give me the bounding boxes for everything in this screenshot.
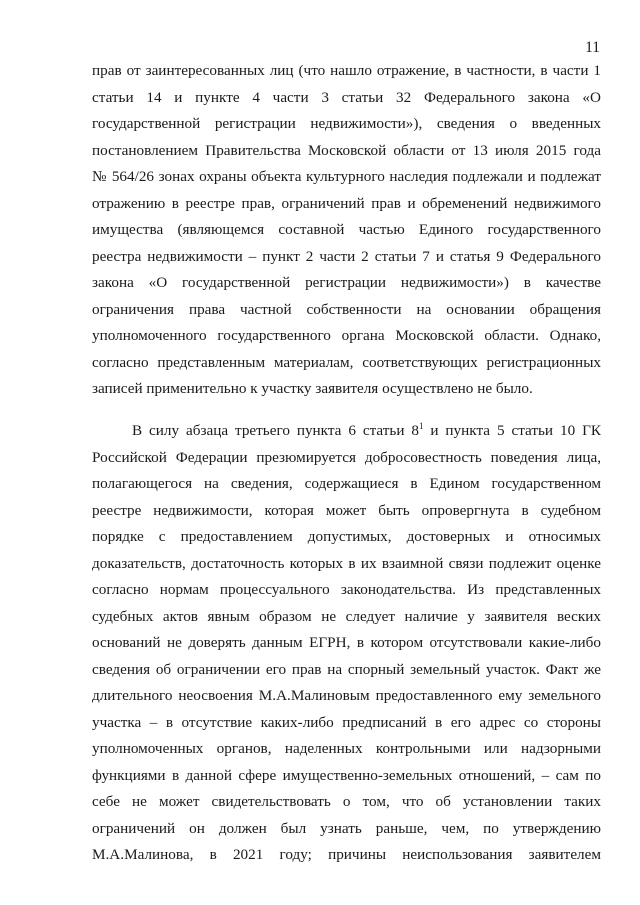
text-line: ограничений он должен был узнать раньше, чем, по утверждению	[92, 820, 601, 837]
text-line: реестре недвижимости, которая может быть опровергнута в судебном	[92, 502, 601, 519]
text-line: закона «О государственной регистрации недвижимости») в качестве	[92, 274, 601, 291]
superscript: 1	[418, 420, 424, 431]
text-line: отражению в реестре прав, ограничений прав и обременений недвижимого	[92, 195, 601, 212]
text-segment: В силу абзаца третьего пункта 6 статьи 8	[132, 422, 419, 439]
text-line: согласно представленным материалам, соответствующих регистрационных	[92, 354, 601, 371]
text-line: статьи 14 и пункте 4 части 3 статьи 32 Федерального закона «О	[92, 89, 601, 106]
text-line: записей применительно к участку заявителя осуществлено не было.	[92, 380, 533, 397]
text-line: имущества (являющемся составной частью Единого государственного	[92, 221, 601, 238]
text-line: уполномоченного государственного органа Московской области. Однако,	[92, 327, 601, 344]
text-line: оснований не доверять данным ЕГРН, в котором отсутствовали какие-либо	[92, 634, 601, 651]
text-line: прав от заинтересованных лиц (что нашло отражение, в частности, в части 1	[92, 62, 601, 79]
text-line: государственной регистрации недвижимости»), сведения о введенных	[92, 115, 601, 132]
text-line: М.А.Малинова, в 2021 году; причины неиспользования заявителем	[92, 846, 601, 863]
text-line: сведения об ограничении его прав на спорный земельный участок. Факт же	[92, 661, 601, 678]
text-line: доказательств, достаточность которых в их взаимной связи подлежит оценке	[92, 555, 601, 572]
text-segment: и пункта 5 статьи 10 ГК	[423, 422, 601, 439]
text-line: № 564/26 зонах охраны объекта культурного наследия подлежали и подлежат	[92, 168, 601, 185]
text-line: функциями в данной сфере имущественно-земельных отношений, – сам по	[92, 767, 601, 784]
text-line: судебных актов явным образом не следует наличие у заявителя веских	[92, 608, 601, 625]
text-line: полагающегося на сведения, содержащиеся в Едином государственном	[92, 475, 601, 492]
text-line: уполномоченных органов, наделенных контрольными или надзорными	[92, 740, 601, 757]
text-line: порядке с предоставлением допустимых, достоверных и относимых	[92, 528, 601, 545]
text-line: Российской Федерации презюмируется добросовестность поведения лица,	[92, 449, 601, 466]
text-line: участка – в отсутствие каких-либо предписаний в его адрес со стороны	[92, 714, 601, 731]
text-line: ограничения права частной собственности на основании обращения	[92, 301, 601, 318]
page-number: 11	[585, 39, 600, 56]
text-line: согласно нормам процессуального законодательства. Из представленных	[92, 581, 601, 598]
text-line	[132, 418, 601, 444]
text-line: реестра недвижимости – пункт 2 части 2 статьи 7 и статья 9 Федерального	[92, 248, 601, 265]
text-line: себе не может свидетельствовать о том, что об установлении таких	[92, 793, 601, 810]
text-line: постановлением Правительства Московской области от 13 июля 2015 года	[92, 142, 601, 159]
text-line: длительного неосвоения М.А.Малиновым предоставленного ему земельного	[92, 687, 601, 704]
